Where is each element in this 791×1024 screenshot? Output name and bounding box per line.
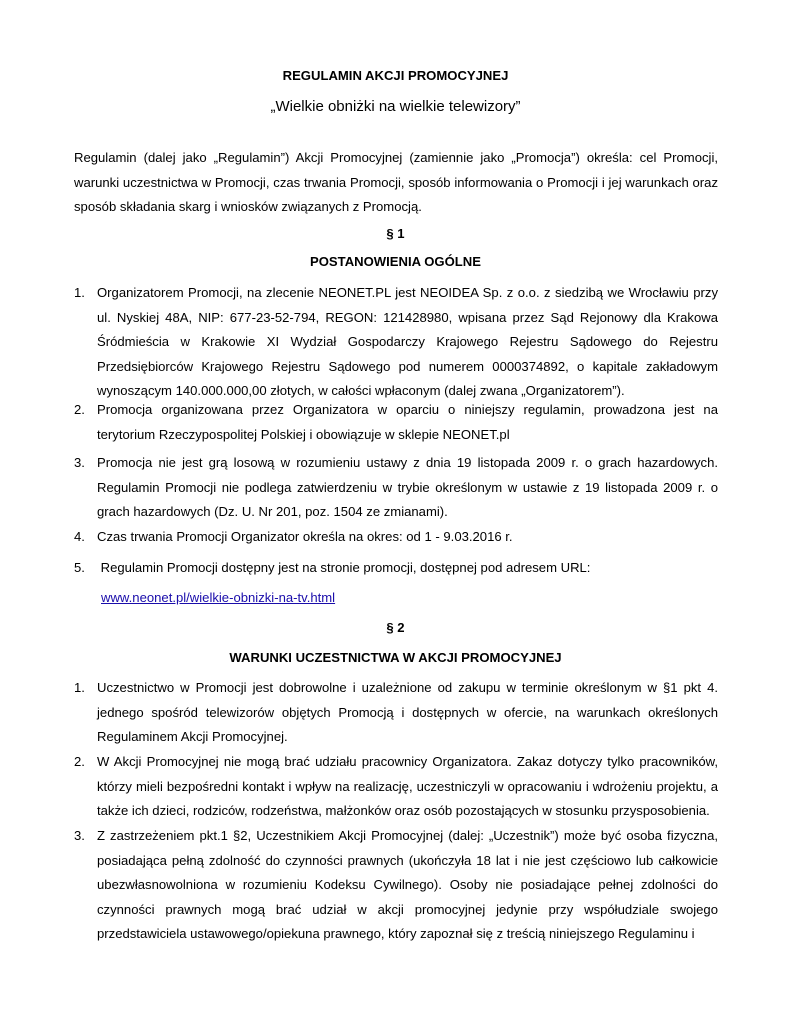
section-1-clause-2 bbox=[74, 398, 718, 447]
clause-text: W Akcji Promocyjnej nie mogą brać udziału pracownicy Organizatora. Zakaz dotyczy tylko pracowników, którzy mieli bezpośredni kontakt i wpływ na realizację, uczestniczyli w opracowaniu i wdrożeniu projektu, a także ich dzieci, rodziców, rodzeństwa, małżonków oraz osób pozostających w stosunku przysposobienia. bbox=[97, 754, 718, 818]
clause-text: Organizatorem Promocji, na zlecenie NEONET.PL jest NEOIDEA Sp. z o.o. z siedzibą we Wrocławiu przy ul. Nyskiej 48A, NIP: 677-23-52-794, REGON: 121428980, wpisana przez Sąd Rejonowy dla Krakowa Śródmieścia w Krakowie XI Wydział Gospodarczy Krajowego Rejestru Sądowego do Rejestru Przedsiębiorców Krajowego Rejestru Sądowego pod numerem 0000374892, o kapitale zakładowym wynoszącym 140.000.000,00 złotych, w całości wpłaconym (dalej zwana „Organizatorem”). bbox=[97, 285, 718, 398]
clause-number: 3. bbox=[74, 828, 85, 843]
clause-text: Promocja nie jest grą losową w rozumieniu ustawy z dnia 19 listopada 2009 r. o grach hazardowych. Regulamin Promocji nie podlega zatwierdzeniu w trybie określonym w ustawie z 19 listopada 2009 r. o grach hazardowych (Dz. U. Nr 201, poz. 1504 ze zmianami). bbox=[97, 455, 718, 519]
clause-text: Promocja organizowana przez Organizatora w oparciu o niniejszy regulamin, prowadzona jest na terytorium Rzeczypospolitej Polskiej i obowiązuje w sklepie NEONET.pl bbox=[97, 402, 718, 442]
clause-number: 2. bbox=[74, 754, 85, 769]
section-2-clause-1 bbox=[74, 676, 718, 750]
section-1-heading: POSTANOWIENIA OGÓLNE bbox=[310, 254, 481, 269]
clause-text: Czas trwania Promocji Organizator określa na okres: od 1 - 9.03.2016 r. bbox=[97, 529, 513, 544]
document-subtitle: „Wielkie obniżki na wielkie telewizory” bbox=[270, 98, 521, 115]
section-2-clause-3 bbox=[74, 824, 718, 947]
section-1-clause-1 bbox=[74, 281, 718, 404]
section-1-clause-4 bbox=[74, 525, 718, 550]
section-2-heading: WARUNKI UCZESTNICTWA W AKCJI PROMOCYJNEJ bbox=[229, 650, 562, 665]
clause-text: Uczestnictwo w Promocji jest dobrowolne i uzależnione od zakupu w terminie określonym w §1 pkt 4. jednego spośród telewizorów objętych Promocją i dostępnych w ofercie, na warunkach określonych Regulaminem Akcji Promocyjnej. bbox=[97, 680, 718, 744]
section-1-clause-5 bbox=[74, 556, 718, 581]
section-1-mark: § 1 bbox=[386, 226, 405, 241]
section-1-clause-3 bbox=[74, 451, 718, 525]
clause-text: Regulamin Promocji dostępny jest na stronie promocji, dostępnej pod adresem URL: bbox=[97, 560, 591, 575]
clause-number: 1. bbox=[74, 285, 85, 300]
clause-number: 2. bbox=[74, 402, 85, 417]
intro-paragraph: Regulamin (dalej jako „Regulamin”) Akcji Promocyjnej (zamiennie jako „Promocja”) określa: cel Promocji, warunki uczestnictwa w Promocji, czas trwania Promocji, sposób informowania o Promocji i jej warunkach oraz sposób składania skarg i wniosków związanych z Promocją. bbox=[74, 150, 718, 214]
clause-number: 1. bbox=[74, 680, 85, 695]
regulations-url-link[interactable]: www.neonet.pl/wielkie-obnizki-na-tv.html bbox=[101, 590, 336, 605]
regulations-url-line bbox=[101, 586, 335, 611]
section-2-mark: § 2 bbox=[386, 620, 405, 635]
document-title: REGULAMIN AKCJI PROMOCYJNEJ bbox=[282, 68, 509, 83]
clause-text: Z zastrzeżeniem pkt.1 §2, Uczestnikiem Akcji Promocyjnej (dalej: „Uczestnik”) może być osoba fizyczna, posiadająca pełną zdolność do czynności prawnych (ukończyła 18 lat i nie jest częściowo lub całkowicie ubezwłasnowolniona w rozumieniu Kodeksu Cywilnego). Osoby nie posiadające pełnej zdolności do czynności prawnych mogą brać udział w akcji promocyjnej jedynie przy współudziale swojego przedstawiciela ustawowego/opiekuna prawnego, który zapoznał się z treścią niniejszego Regulaminu i bbox=[97, 828, 718, 941]
clause-number: 5. bbox=[74, 560, 85, 575]
section-2-clause-2 bbox=[74, 750, 718, 824]
clause-number: 4. bbox=[74, 529, 85, 544]
clause-number: 3. bbox=[74, 455, 85, 470]
